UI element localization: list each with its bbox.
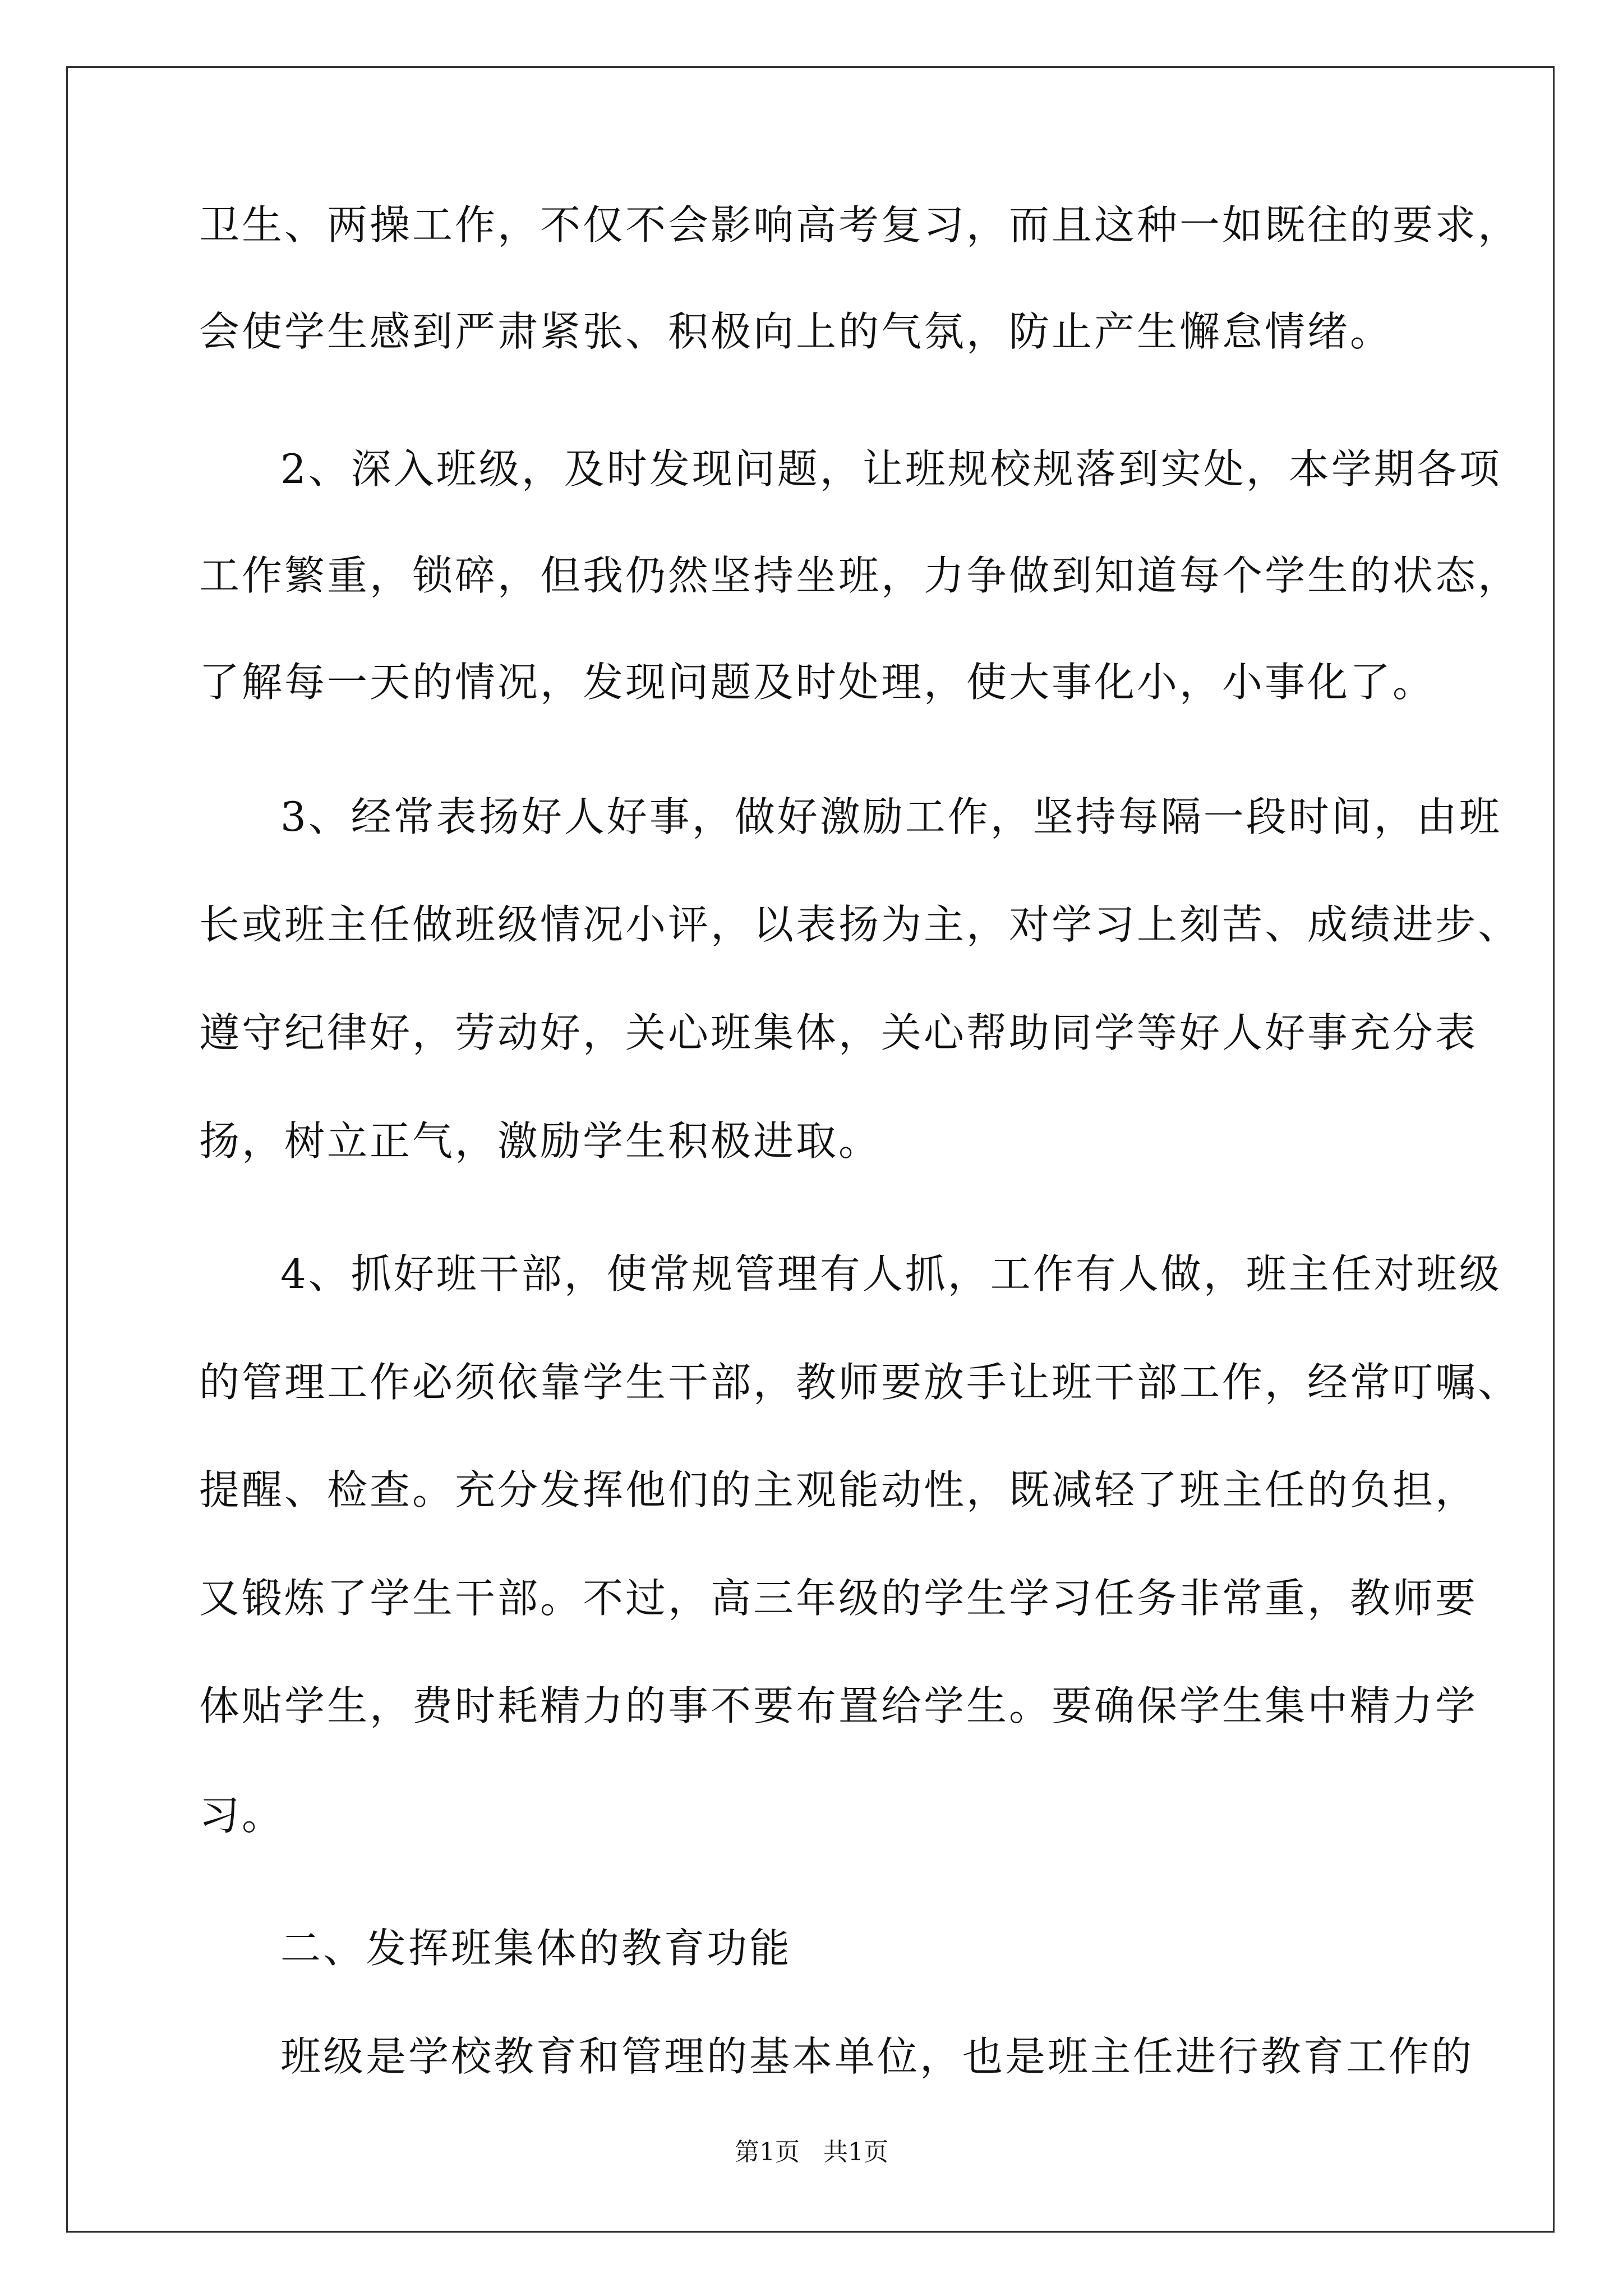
text-line: 提醒、检查。充分发挥他们的主观能动性，既减轻了班主任的负担， <box>199 1466 1478 1513</box>
text-line: 班级是学校教育和管理的基本单位，也是班主任进行教育工作的 <box>280 2033 1474 2080</box>
text-line: 了解每一天的情况，发现问题及时处理，使大事化小，小事化了。 <box>199 659 1436 706</box>
text-line: 遵守纪律好，劳动好，关心班集体，关心帮助同学等好人好事充分表 <box>199 1009 1478 1056</box>
text-line: 扬，树立正气，激励学生积极进取。 <box>199 1117 882 1165</box>
text-line: 体贴学生，费时耗精力的事不要布置给学生。要确保学生集中精力学 <box>199 1682 1478 1729</box>
page-number-footer: 第1页 共1页 <box>735 2138 888 2166</box>
text-line: 2、深入班级，及时发现问题，让班规校规落到实处，本学期各项 <box>280 445 1502 493</box>
section-heading: 二、发挥班集体的教育功能 <box>280 1925 792 1972</box>
text-line: 工作繁重，锁碎，但我仍然坚持坐班，力争做到知道每个学生的状态， <box>199 552 1521 599</box>
text-line: 4、抓好班干部，使常规管理有人抓，工作有人做，班主任对班级 <box>280 1250 1502 1297</box>
text-line: 卫生、两操工作，不仅不会影响高考复习，而且这种一如既往的要求， <box>199 201 1521 249</box>
text-line: 的管理工作必须依靠学生干部，教师要放手让班干部工作，经常叮嘱、 <box>199 1359 1521 1406</box>
text-line: 长或班主任做班级情况小评，以表扬为主，对学习上刻苦、成绩进步、 <box>199 901 1521 948</box>
text-line: 习。 <box>199 1792 285 1839</box>
text-line: 会使学生感到严肃紧张、积极向上的气氛，防止产生懈怠情绪。 <box>199 308 1393 355</box>
text-line: 3、经常表扬好人好事，做好激励工作，坚持每隔一段时间，由班 <box>280 793 1502 840</box>
text-line: 又锻炼了学生干部。不过，高三年级的学生学习任务非常重，教师要 <box>199 1575 1478 1622</box>
